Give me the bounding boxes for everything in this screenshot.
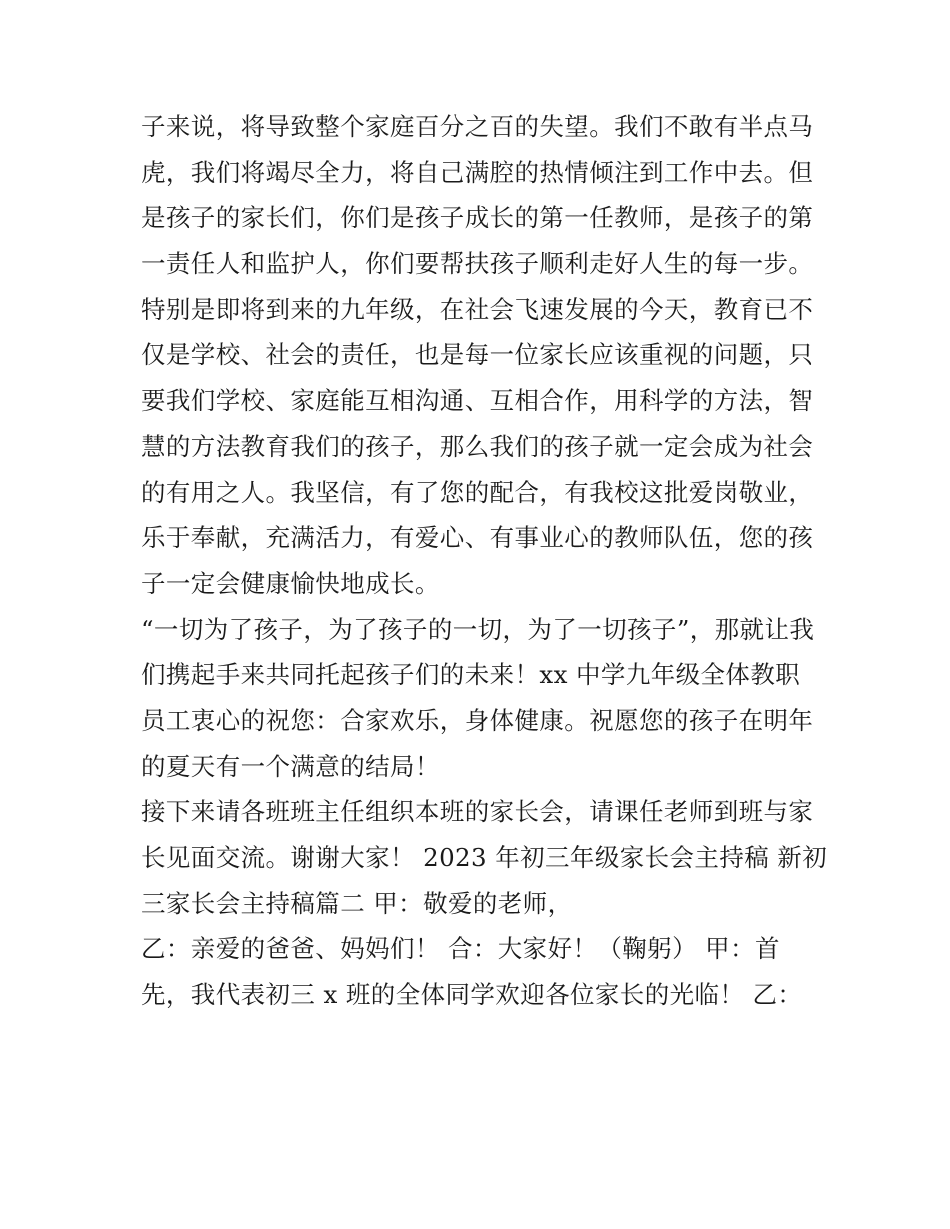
text-line: 乙：亲爱的爸爸、妈妈们！ 合：大家好！（鞠躬） 甲：首: [141, 934, 780, 964]
text-line: 仅是学校、社会的责任，也是每一位家长应该重视的问题，只: [141, 340, 814, 370]
text-line: 特别是即将到来的九年级，在社会飞速发展的今天，教育已不: [141, 294, 814, 324]
text-line: 长见面交流。谢谢大家！ 2023 年初三年级家长会主持稿 新初: [141, 843, 828, 872]
text-line: 三家长会主持稿篇二 甲：敬爱的老师，: [141, 888, 573, 918]
text-line: 的夏天有一个满意的结局！: [141, 751, 440, 781]
body-text: [141, 104, 828, 1018]
text-line: 一责任人和监护人，你们要帮扶孩子顺利走好人生的每一步。: [141, 249, 814, 279]
text-line: 子来说，将导致整个家庭百分之百的失望。我们不敢有半点马: [141, 112, 814, 141]
text-line: 要我们学校、家庭能互相沟通、互相合作，用科学的方法，智: [141, 386, 814, 416]
text-line: 先，我代表初三 x 班的全体同学欢迎各位家长的光临！ 乙：: [141, 980, 803, 1010]
text-line: 乐于奉献，充满活力，有爱心、有事业心的教师队伍，您的孩: [141, 523, 814, 553]
text-line: 子一定会健康愉快地成长。: [141, 568, 440, 598]
text-line: “一切为了孩子，为了孩子的一切，为了一切孩子”，那就让我: [141, 614, 815, 644]
text-line: 虎，我们将竭尽全力，将自己满腔的热情倾注到工作中去。但: [141, 157, 814, 187]
text-line: 的有用之人。我坚信，有了您的配合，有我校这批爱岗敬业，: [141, 477, 814, 507]
text-line: 慧的方法教育我们的孩子，那么我们的孩子就一定会成为社会: [141, 431, 814, 461]
text-line: 是孩子的家长们，你们是孩子成长的第一任教师，是孩子的第: [141, 203, 814, 233]
text-line: 们携起手来共同托起孩子们的未来！xx 中学九年级全体教职: [141, 660, 801, 690]
text-line: 员工衷心的祝您：合家欢乐，身体健康。祝愿您的孩子在明年: [141, 705, 814, 735]
text-line: 接下来请各班班主任组织本班的家长会，请课任老师到班与家: [141, 797, 814, 827]
